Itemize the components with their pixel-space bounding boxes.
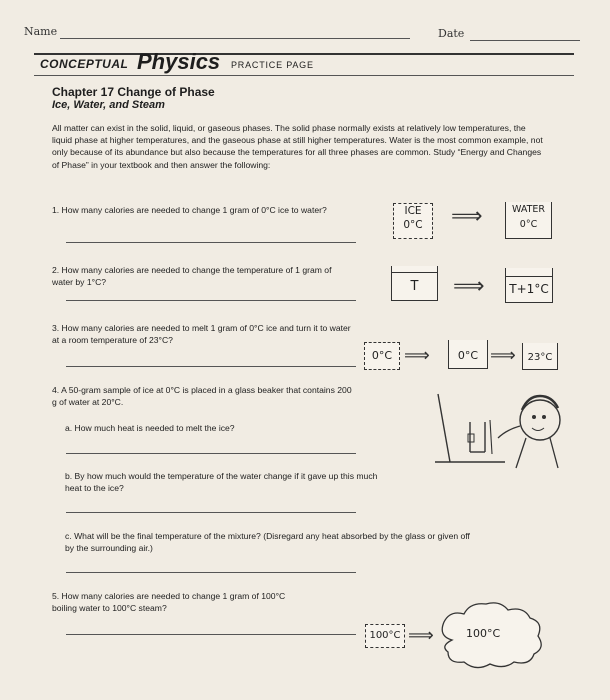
- ice-label: ICE: [404, 205, 422, 217]
- beaker-23c-label: 23°C: [527, 352, 553, 363]
- arrow-icon: ⟹: [451, 203, 483, 228]
- ice-cube-0c: [364, 342, 400, 370]
- question-1: 1. How many calories are needed to change 1 gram of 0°C ice to water?: [52, 205, 327, 215]
- question-4a: a. How much heat is needed to melt the ice?: [65, 423, 235, 433]
- water-beaker: [505, 202, 552, 239]
- name-field-line[interactable]: [60, 38, 410, 39]
- beaker-t-plus-1: [505, 268, 553, 303]
- question-2: 2. How many calories are needed to change the temperature of 1 gram of water by 1°C?: [52, 265, 332, 287]
- question-4: 4. A 50-gram sample of ice at 0°C is placed in a glass beaker that contains 200 g of water at 20°C.: [52, 385, 352, 407]
- beaker-0c-label: 0°C: [457, 349, 479, 362]
- beaker-t-plus-1-label: T+1°C: [509, 282, 549, 296]
- question-4b: b. By how much would the temperature of the water change if it gave up this much heat to the ice?: [65, 471, 378, 493]
- arrow-icon: ⟹: [404, 345, 430, 365]
- steam-temp: 100°C: [466, 627, 501, 640]
- intro-paragraph: All matter can exist in the solid, liquid, or gaseous phases. The solid phase normally exists at relatively low temperatures, the liquid phase at higher temperatures, and the gaseous phase at still higher temperatures. Water is the most common example, not only because of its abundance but also because the temperatures for all three phases are common. Study “Energy and Changes of Phase” in your textbook and then answer the following:: [52, 123, 543, 170]
- title-banner: [34, 49, 574, 76]
- brand-physics: Physics: [137, 49, 221, 74]
- practice-page-label: PRACTICE PAGE: [231, 60, 314, 70]
- question-5: 5. How many calories are needed to change 1 gram of 100°C boiling water to 100°C steam?: [52, 591, 286, 613]
- ice-cube-temp: 0°C: [371, 349, 393, 362]
- answer-line-2[interactable]: [66, 300, 356, 301]
- arrow-icon: ⟹: [490, 345, 516, 365]
- brand-conceptual: CONCEPTUAL: [40, 57, 129, 71]
- date-field-line[interactable]: [470, 40, 580, 41]
- chapter-title: Chapter 17 Change of Phase: [52, 85, 215, 99]
- chapter-subtitle: Ice, Water, and Steam: [52, 99, 165, 111]
- answer-line-4b[interactable]: [66, 512, 356, 513]
- water-label: WATER: [511, 204, 546, 215]
- ice-temp: 0°C: [403, 219, 423, 231]
- answer-line-3[interactable]: [66, 366, 356, 367]
- water-level-line: [391, 272, 438, 273]
- person-beaker-illustration: [430, 382, 580, 477]
- name-label: Name: [24, 25, 58, 38]
- water-level-line: [505, 276, 553, 277]
- boiling-water-temp: 100°C: [369, 630, 401, 641]
- arrow-icon: ⟹: [408, 625, 434, 645]
- beaker-t-label: T: [410, 279, 419, 294]
- boiling-water-beaker: [365, 624, 405, 648]
- answer-line-4a[interactable]: [66, 453, 356, 454]
- answer-line-4c[interactable]: [66, 572, 356, 573]
- answer-line-1[interactable]: [66, 242, 356, 243]
- arrow-icon: ⟹: [453, 273, 485, 298]
- beaker-0c: [448, 340, 488, 369]
- question-3: 3. How many calories are needed to melt 1 gram of 0°C ice and turn it to water at a room temperature of 23°C?: [52, 323, 351, 345]
- water-temp: 0°C: [519, 219, 538, 230]
- answer-line-5[interactable]: [66, 634, 356, 635]
- date-label: Date: [438, 27, 465, 40]
- question-4c: c. What will be the final temperature of the mixture? (Disregard any heat absorbed by the glass or given off by the surrounding air.): [65, 531, 470, 553]
- beaker-23c: [522, 343, 558, 370]
- ice-block: [393, 203, 433, 239]
